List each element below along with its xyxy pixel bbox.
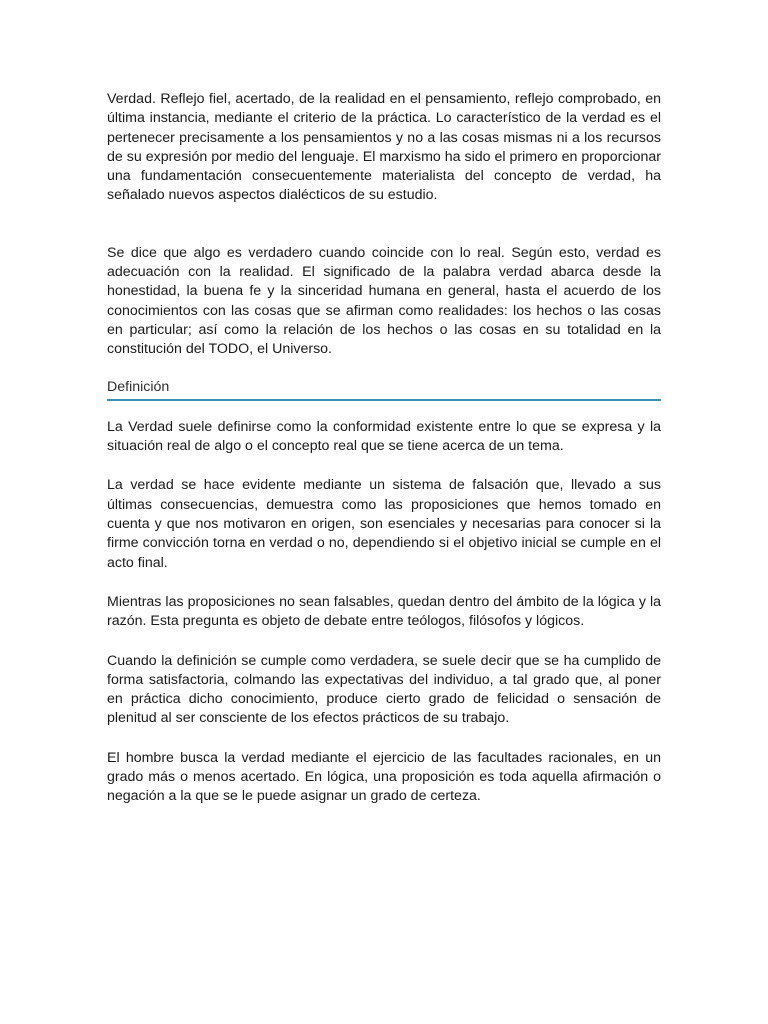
paragraph-falsacion: La verdad se hace evidente mediante un sistema de falsación que, llevado a sus últimas consecuencias, demuestra como las proposiciones que hemos tomado en cuenta y que nos motivaron en origen, son esenciales y necesarias para conocer si la firme convicción torna en verdad o no, dependiendo si el objetivo inicial se cumple en el acto final. <box>107 477 661 571</box>
paragraph-definicion-verdadera: Cuando la definición se cumple como verdadera, se suele decir que se ha cumplido de forma satisfactoria, colmando las expectativas del individuo, a tal grado que, al poner en práctica dicho conocimiento, produce cierto grado de felicidad o sensación de plenitud al ser consciente de los efectos prácticos de su trabajo. <box>107 652 661 727</box>
paragraph-definicion-conformidad: La Verdad suele definirse como la conformidad existente entre lo que se expresa y la situación real de algo o el concepto real que se tiene acerca de un tema. <box>107 418 661 455</box>
paragraph-hombre-busca-verdad: El hombre busca la verdad mediante el ejercicio de las facultades racionales, en un grado más o menos acertado. En lógica, una proposición es toda aquella afirmación o negación a la que se le puede asignar un grado de certeza. <box>107 749 661 805</box>
paragraph-proposiciones-falsables: Mientras las proposiciones no sean falsables, quedan dentro del ámbito de la lógica y la razón. Esta pregunta es objeto de debate entre teólogos, filósofos y lógicos. <box>107 593 661 630</box>
paragraph-verdad-reflejo: Verdad. Reflejo fiel, acertado, de la realidad en el pensamiento, reflejo comprobado, en última instancia, mediante el criterio de la práctica. Lo característico de la verdad es el pertenecer precisamente a los pensamientos y no a las cosas mismas ni a los recursos de su expresión por medio del lenguaje. El marxismo ha sido el primero en proporcionar una fundamentación consecuentemente materialista del concepto de verdad, ha señalado nuevos aspectos dialécticos de su estudio. <box>107 91 661 204</box>
section-heading-definicion: Definición <box>107 378 661 401</box>
document-page <box>107 90 661 807</box>
paragraph-se-dice-verdadero: Se dice que algo es verdadero cuando coincide con lo real. Según esto, verdad es adecuación con la realidad. El significado de la palabra verdad abarca desde la honestidad, la buena fe y la sinceridad humana en general, hasta el acuerdo de los conocimientos con las cosas que se afirman como realidades: los hechos o las cosas en particular; así como la relación de los hechos o las cosas en su totalidad en la constitución del TODO, el Universo. <box>107 244 661 358</box>
